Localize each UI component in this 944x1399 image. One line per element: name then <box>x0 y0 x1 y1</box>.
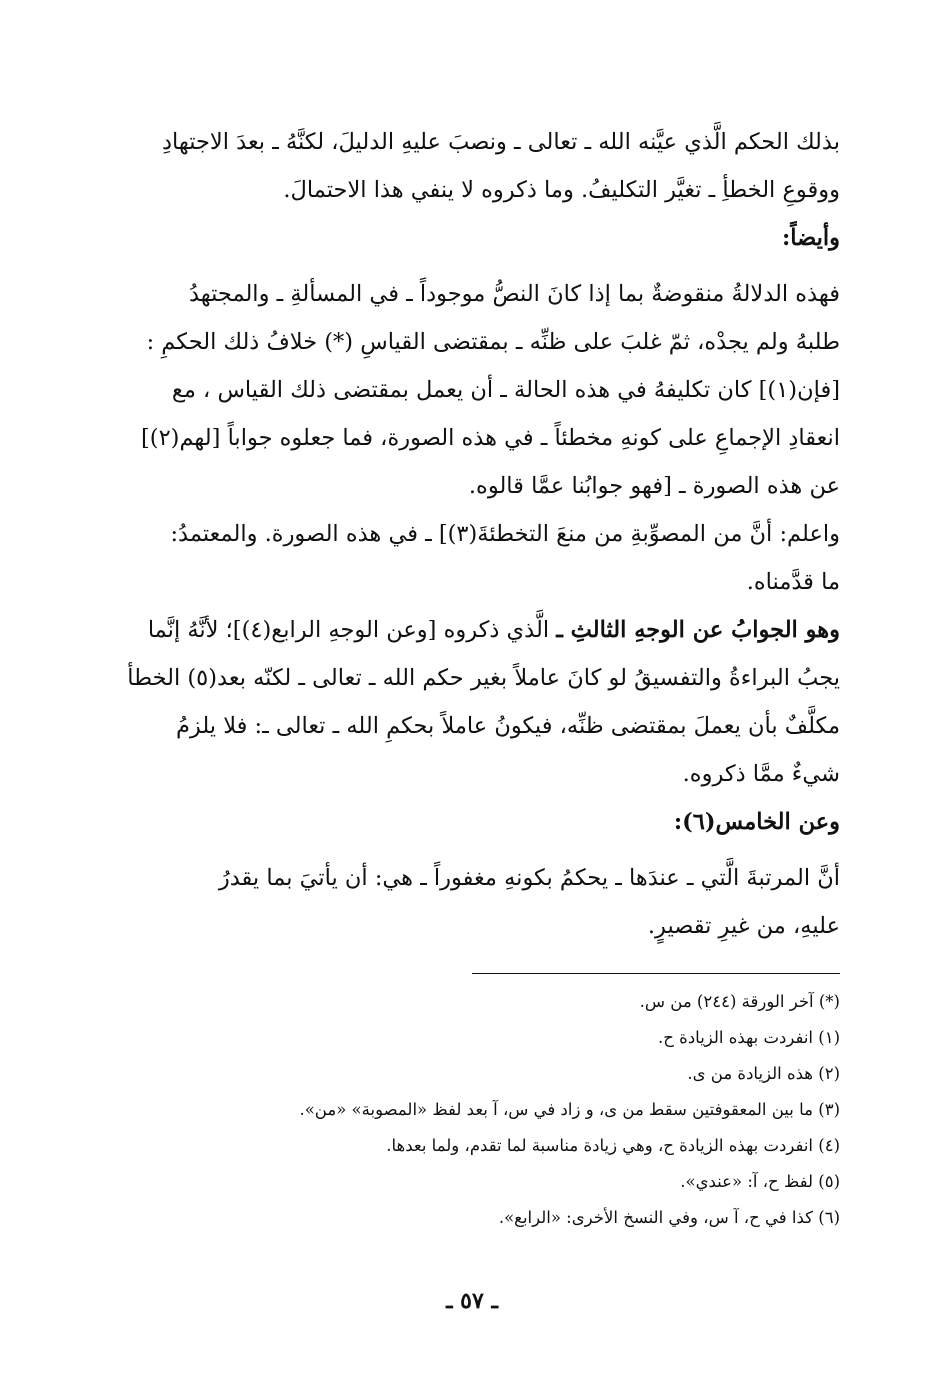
body-line: عليهِ، من غيرِ تقصيرٍ. <box>647 913 840 939</box>
bold-lead: وهو الجوابُ عن الوجهِ الثالثِ ـ <box>556 617 840 643</box>
footnote: (٢) هذه الزيادة من ى. <box>687 1064 840 1083</box>
page-number: ـ ٥٧ ـ <box>446 1288 498 1314</box>
body-line <box>100 606 840 654</box>
body-line: طلبهُ ولم يجدْه، ثمّ غلبَ على ظنِّه ـ بمقتضى القياسِ (*) خلافُ ذلك الحكمِ : <box>146 329 840 355</box>
body-line: شيءٌ ممَّا ذكروه. <box>682 761 840 787</box>
body-line: يجبُ البراءةُ والتفسيقُ لو كانَ عاملاً بغير حكم الله ـ تعالى ـ لكنّه بعد(٥) الخطأ <box>127 665 840 691</box>
body-line: [فإن(١)] كان تكليفهُ في هذه الحالة ـ أن يعمل بمقتضى ذلك القياس ، مع <box>171 377 840 403</box>
body-text: الَّذي ذكروه [وعن الوجهِ الرابع(٤)]؛ لأنَّهُ إنَّما <box>147 617 550 643</box>
body-line: فهذه الدلالةُ منقوضةٌ بما إذا كانَ النصُّ موجوداً ـ في المسألةِ ـ والمجتهدُ <box>188 281 840 307</box>
footnote: (*) آخر الورقة (٢٤٤) من س. <box>639 992 840 1011</box>
body-line: عن هذه الصورة ـ [فهو جوابُنا عمَّا قالوه. <box>468 473 840 499</box>
body-line: واعلم: أنَّ من المصوِّبةِ من منعَ التخطئةَ(٣)] ـ في هذه الصورة. والمعتمدُ: <box>170 521 840 547</box>
footnote: (١) انفردت بهذه الزيادة ح. <box>658 1028 840 1047</box>
footnote: (٣) ما بين المعقوفتين سقط من ى، و زاد في س، آ بعد لفظ «المصوبة» «من». <box>299 1100 840 1119</box>
section-heading: وأيضاً: <box>781 225 840 251</box>
body-line: انعقادِ الإجماعِ على كونهِ مخطئاً ـ في هذه الصورة، فما جعلوه جواباً [لهم(٢)] <box>141 425 840 451</box>
footnote: (٥) لفظ ح، آ: «عندي». <box>680 1172 840 1191</box>
footnote: (٦) كذا في ح، آ س، وفي النسخ الأخرى: «الرابع». <box>498 1208 840 1227</box>
footnote-divider <box>472 973 840 974</box>
footnotes <box>100 973 840 1236</box>
body-line: ووقوعِ الخطأِ ـ تغيَّر التكليفُ. وما ذكروه لا ينفي هذا الاحتمالَ. <box>283 177 840 203</box>
body-line: أنَّ المرتبةَ الَّتي ـ عندَها ـ يحكمُ بكونهِ مغفوراً ـ هي: أن يأتيَ بما يقدرُ <box>218 865 840 891</box>
body-line: مكلَّفٌ بأن يعملَ بمقتضى ظنِّه، فيكونُ عاملاً بحكمِ الله ـ تعالى ـ: فلا يلزمُ <box>176 713 840 739</box>
footnote: (٤) انفردت بهذه الزيادة ح، وهي زيادة مناسبة لما تقدم، ولما بعدها. <box>386 1136 840 1155</box>
section-heading: وعن الخامس(٦): <box>673 809 840 835</box>
page-body <box>100 118 840 950</box>
body-line: ما قدَّمناه. <box>746 569 840 595</box>
body-line: بذلك الحكم الَّذي عيَّنه الله ـ تعالى ـ ونصبَ عليهِ الدليلَ، لكنَّهُ ـ بعدَ الاجتهادِ <box>161 129 840 155</box>
